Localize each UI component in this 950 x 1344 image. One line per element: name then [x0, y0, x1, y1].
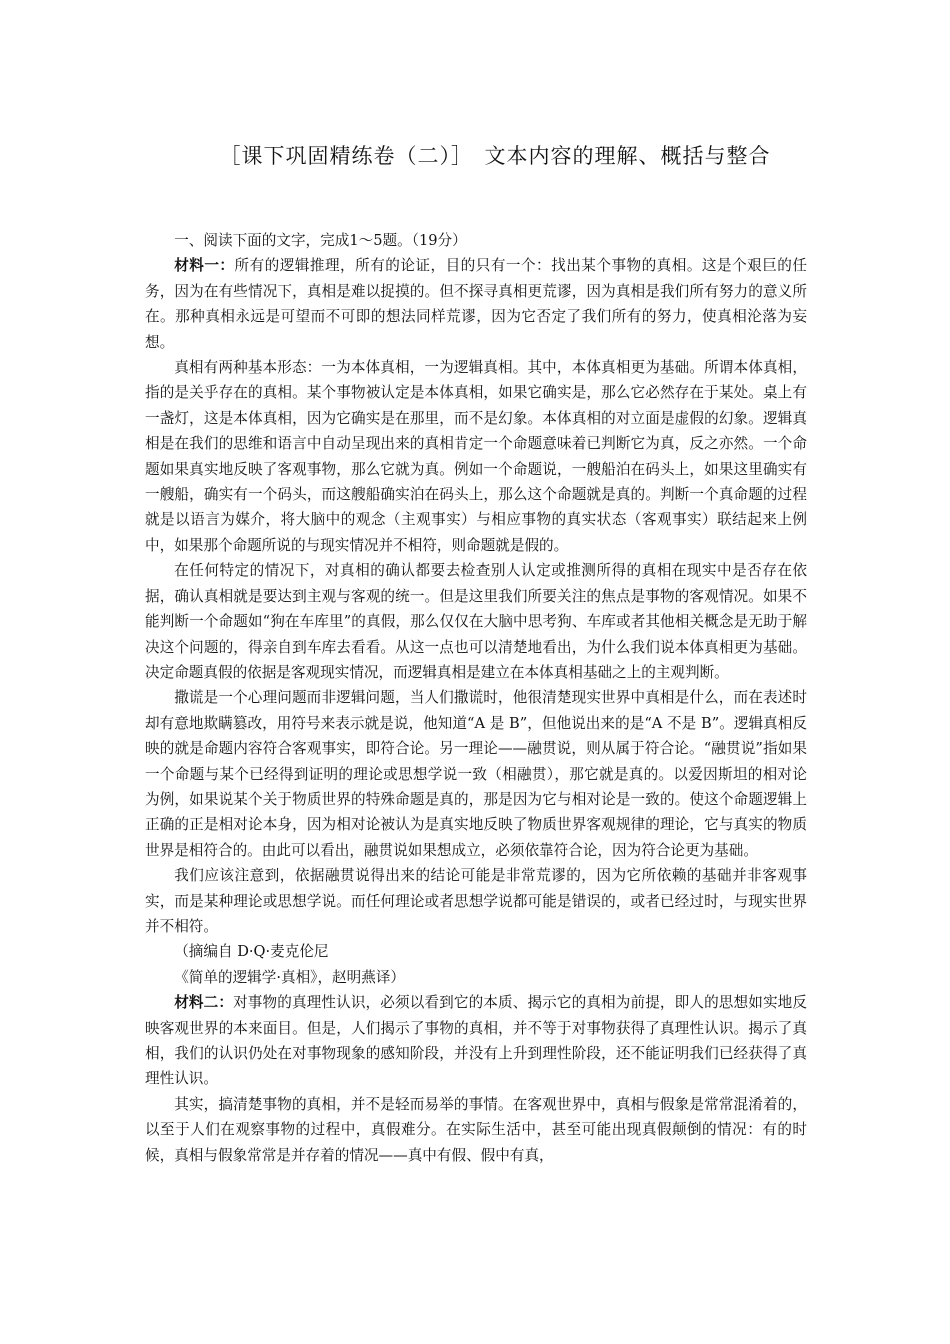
material1-paragraph-3: 在任何特定的情况下，对真相的确认都要去检查别人认定或推测所得的真相在现实中是否存在依据，确认真相就是要达到主观与客观的统一。但是这里我们所要关注的焦点是事物的客观情况。如果不能判断一个命题如“狗在车库里”的真假，那么仅仅在大脑中思考狗、车库或者其他相关概念是无助于解决这个问题的，得亲自到车库去看看。从这一点也可以清楚地看出，为什么我们说本体真相更为基础。决定命题真假的依据是客观现实情况，而逻辑真相是建立在本体真相基础之上的主观判断。: [145, 562, 807, 681]
material2-paragraph-2: 其实，搞清楚事物的真相，并不是轻而易举的事情。在客观世界中，真相与假象是常常混淆着的，以至于人们在观察事物的过程中，真假难分。在实际生活中，甚至可能出现真假颠倒的情况：有的时候，真相与假象常常是并存着的情况——真中有假、假中有真，: [145, 1095, 807, 1164]
material2-p1-text: 对事物的真理性认识，必须以看到它的本质、揭示它的真相为前提，即人的思想如实地反映客观世界的本来面目。但是，人们揭示了事物的真相，并不等于对事物获得了真理性认识。揭示了真相，我们的认识仍处在对事物现象的感知阶段，并没有上升到理性阶段，还不能证明我们已经获得了真理性认识。: [145, 994, 807, 1088]
material1-paragraph-5: 我们应该注意到，依据融贯说得出来的结论可能是非常荒谬的，因为它所依赖的基础并非客观事实，而是某种理论或思想学说。而任何理论或者思想学说都可能是错误的，或者已经过时，与现实世界并不相符。: [145, 867, 807, 935]
material1-p1-text: 所有的逻辑推理，所有的论证，目的只有一个：找出某个事物的真相。这是个艰巨的任务，因为在有些情况下，真相是难以捉摸的。但不探寻真相更荒谬，因为真相是我们所有努力的意义所在。那种真相永远是可望而不可即的想法同样荒谬，因为它否定了我们所有的努力，使真相沦落为妄想。: [145, 257, 807, 351]
document-body: [145, 228, 807, 1168]
material1-label: 材料一：: [174, 257, 235, 275]
material1-source-line-1: （摘编自 D·Q·麦克伦尼: [174, 943, 329, 961]
material1-source-line-2: 《简单的逻辑学·真相》，赵明燕译）: [174, 968, 406, 986]
material2-paragraph-1: [145, 990, 807, 1092]
question-intro: 一、阅读下面的文字，完成1～5题。（19分）: [174, 232, 467, 249]
material1-paragraph-4: 撒谎是一个心理问题而非逻辑问题，当人们撒谎时，他很清楚现实世界中真相是什么，而在表述时却有意地欺瞒篡改，用符号来表示就是说，他知道“A 是 B”，但他说出来的是“A 不是 B”。逻辑真相反映的就是命题内容符合客观事实，即符合论。另一理论——融贯说，则从属于符合论。“融贯说”指如果一个命题与某个已经得到证明的理论或思想学说一致（相融贯），那它就是真的。以爱因斯坦的相对论为例，如果说某个关于物质世界的特殊命题是真的，那是因为它与相对论是一致的。使这个命题逻辑上正确的正是相对论本身，因为相对论被认为是真实地反映了物质世界客观规律的理论，它与真实的物质世界是相符合的。由此可以看出，融贯说如果想成立，必须依靠符合论，因为符合论更为基础。: [145, 689, 807, 859]
material1-paragraph-2: 真相有两种基本形态：一为本体真相，一为逻辑真相。其中，本体真相更为基础。所谓本体真相，指的是关乎存在的真相。某个事物被认定是本体真相，如果它确实是，那么它必然存在于某处。桌上有一盏灯，这是本体真相，因为它确实是在那里，而不是幻象。本体真相的对立面是虚假的幻象。逻辑真相是在我们的思维和语言中自动呈现出来的真相肯定一个命题意味着已判断它为真，反之亦然。一个命题如果真实地反映了客观事物，那么它就为真。例如一个命题说，一艘船泊在码头上，如果这里确实有一艘船，确实有一个码头，而这艘船确实泊在码头上，那么这个命题就是真的。判断一个真命题的过程就是以语言为媒介，将大脑中的观念（主观事实）与相应事物的真实状态（客观事实）联结起来上例中，如果那个命题所说的与现实情况并不相符，则命题就是假的。: [145, 359, 807, 554]
page-title: ［课下巩固精练卷（二）］ 文本内容的理解、概括与整合: [219, 144, 771, 168]
material2-label: 材料二：: [174, 994, 234, 1012]
material1-paragraph-1: [145, 253, 807, 355]
